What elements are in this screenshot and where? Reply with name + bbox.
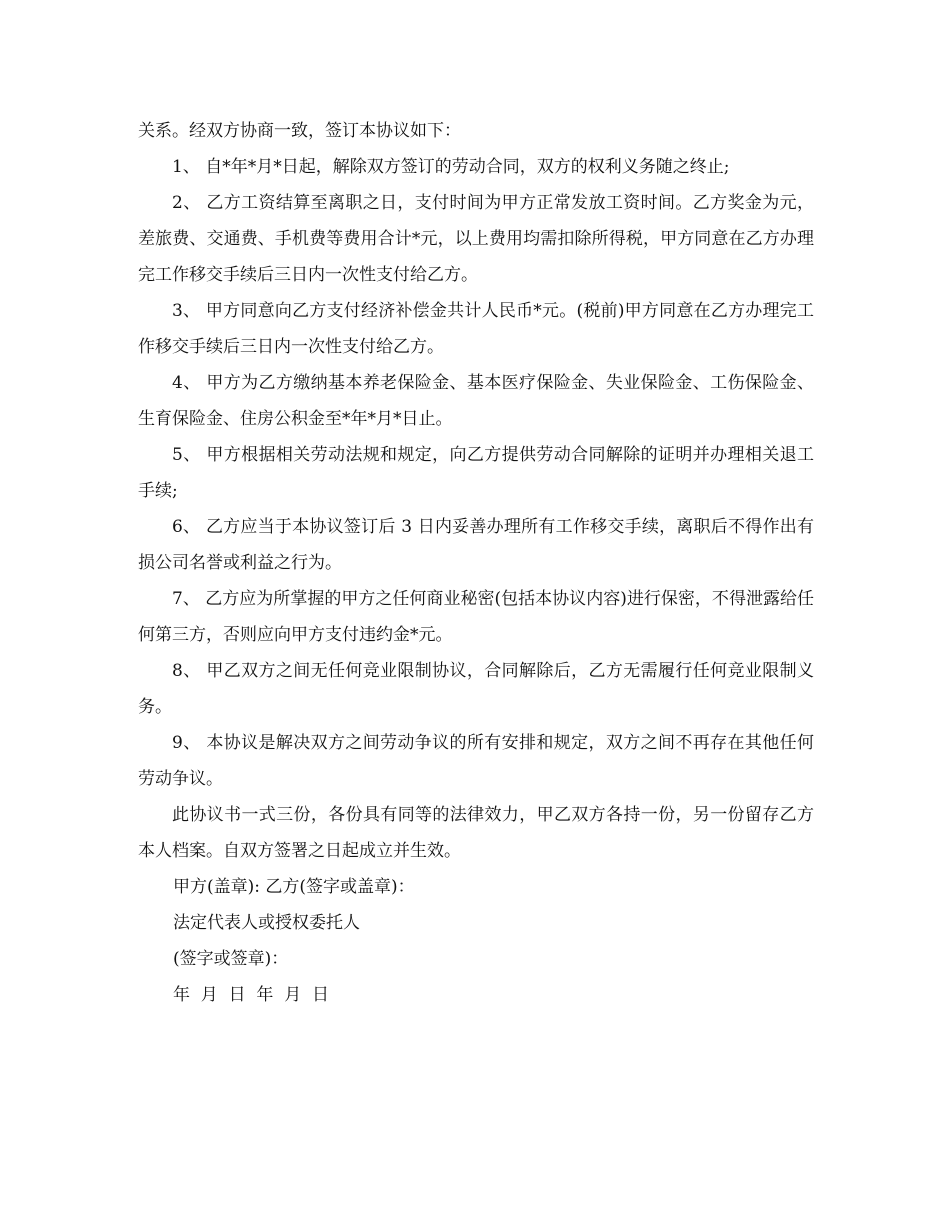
signature-parties: 甲方(盖章): 乙方(签字或盖章)： [173,877,415,897]
intro-paragraph: 关系。经双方协商一致，签订本协议如下： [138,121,461,141]
clause-5: 5、 甲方根据相关劳动法规和规定，向乙方提供劳动合同解除的证明并办理相关退工手续; [138,445,814,501]
clause-3: 3、 甲方同意向乙方支付经济补偿金共计人民币*元。(税前)甲方同意在乙方办理完工作移交手续后三日内一次性支付给乙方。 [138,301,814,357]
clause-9: 9、 本协议是解决双方之间劳动争议的所有安排和规定，双方之间不再存在其他任何劳动争议。 [138,733,814,789]
document-body [138,113,814,1013]
clause-8: 8、 甲乙双方之间无任何竞业限制协议，合同解除后，乙方无需履行任何竞业限制义务。 [138,661,814,717]
clause-6: 6、 乙方应当于本协议签订后 3 日内妥善办理所有工作移交手续，离职后不得作出有损公司名誉或利益之行为。 [138,517,814,573]
clause-1: 1、 自*年*月*日起，解除双方签订的劳动合同，双方的权利义务随之终止; [172,157,730,177]
clause-2: 2、 乙方工资结算至离职之日，支付时间为甲方正常发放工资时间。乙方奖金为元，差旅费、交通费、手机费等费用合计*元，以上费用均需扣除所得税，甲方同意在乙方办理完工作移交手续后三日内一次性支付给乙方。 [138,193,814,285]
signature-note: (签字或签章)： [173,949,289,969]
clause-7: 7、 乙方应为所掌握的甲方之任何商业秘密(包括本协议内容)进行保密，不得泄露给任何第三方，否则应向甲方支付违约金*元。 [138,589,814,645]
signature-date: 年 月 日 年 月 日 [173,985,330,1005]
clause-4: 4、 甲方为乙方缴纳基本养老保险金、基本医疗保险金、失业保险金、工伤保险金、生育保险金、住房公积金至*年*月*日止。 [138,373,814,429]
copies-paragraph: 此协议书一式三份，各份具有同等的法律效力，甲乙双方各持一份，另一份留存乙方本人档案。自双方签署之日起成立并生效。 [138,805,814,861]
signature-representative: 法定代表人或授权委托人 [173,913,360,933]
